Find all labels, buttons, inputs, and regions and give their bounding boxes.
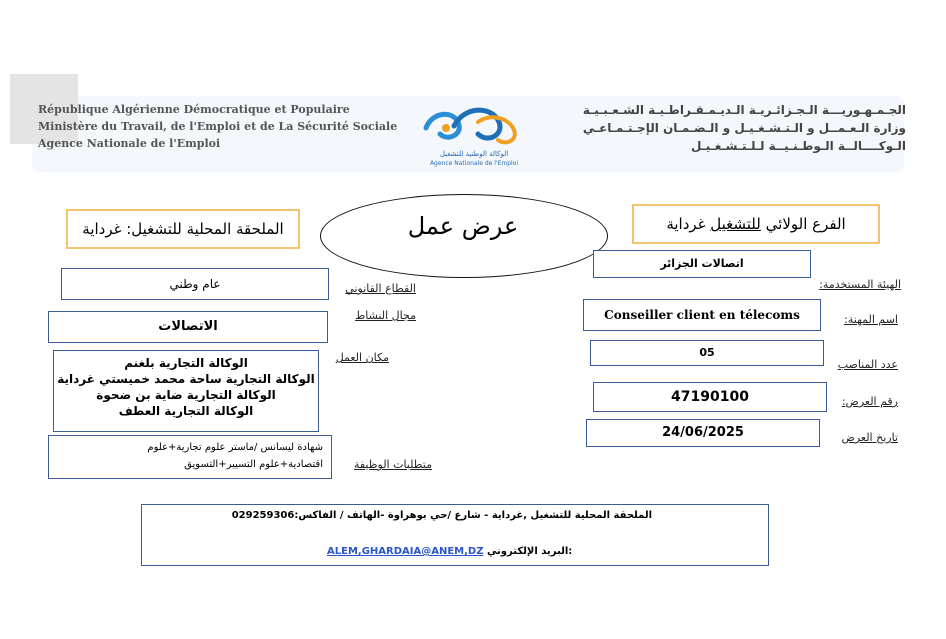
logo-caption-fr: Agence Nationale de l'Emploi xyxy=(429,160,519,167)
footer-phone: 029259306 xyxy=(231,510,295,521)
page-title: عرض عمل xyxy=(407,212,519,240)
local-agency-label: الملحقة المحلية للتشغيل: غرداية xyxy=(82,220,284,238)
offer-number-value-box xyxy=(593,382,827,412)
header-ar-line-2: وزارة الـعـمــل و الـتـشـغـيـل و الـضـمـان الإجـتـمـاعـي xyxy=(582,121,906,135)
wilaya-branch-city: غرداية xyxy=(666,215,706,233)
employer-label: الهيئة المستخدمة: xyxy=(819,278,901,291)
footer-email-link[interactable]: ALEM,GHARDAIA@ANEM,DZ xyxy=(327,546,484,557)
header-ar-line-3: الـوكــــالــة الـوطـنـيــة لـلـتـشـغـيـل xyxy=(690,139,906,153)
legal-sector-value: عام وطني xyxy=(169,277,221,291)
header-ar-line-1: الجـمـهـوريـــة الـجـزائـريـة الـديـمـقـراطـيـة الشـعـبـيـة xyxy=(582,103,906,117)
workplace-label: مكان العمل xyxy=(335,351,389,364)
footer-address-text: الملحقة المحلية للتشغيل ,غرداية - شارع /حي بوهراوة -الهاتف / الفاكس: xyxy=(294,510,652,521)
offer-date-label: تاريخ العرض xyxy=(841,431,898,444)
job-name-value: Conseiller client en télecoms xyxy=(604,308,800,322)
positions-label: عدد المناصب xyxy=(837,358,898,371)
footer-email-label: البريد الإلكتروني: xyxy=(486,546,573,557)
employer-value: اتصالات الجزائر xyxy=(660,257,744,270)
footer-email-row xyxy=(327,546,572,557)
positions-value-box xyxy=(590,340,824,366)
offer-date-value-box xyxy=(586,419,820,447)
offer-number-label: رقم العرض: xyxy=(841,395,898,408)
wilaya-branch-prefix: الفرع الولائي xyxy=(765,215,846,233)
requirements-line-2: اقتصادية+علوم التسيير+التسويق xyxy=(184,459,323,470)
header-fr-line-1: République Algérienne Démocratique et Populaire xyxy=(38,103,350,116)
header-fr-line-2: Ministère du Travail, de l'Emploi et de La Sécurité Sociale xyxy=(38,120,398,133)
requirements-label: متطلبات الوظيفة xyxy=(353,458,432,471)
job-name-value-box xyxy=(583,299,821,331)
legal-sector-value-box xyxy=(61,268,329,300)
wilaya-branch-mid: للتشغيل xyxy=(710,215,761,233)
local-agency-box xyxy=(66,209,300,249)
workplace-line-3: الوكالة التجارية ضاية بن ضحوة xyxy=(96,388,276,402)
positions-value: 05 xyxy=(699,346,715,359)
activity-value-box xyxy=(48,311,328,343)
requirements-line-1: شهادة ليسانس /ماستر علوم تجارية+علوم xyxy=(147,442,323,453)
legal-sector-label: القطاع القانوني xyxy=(345,282,416,295)
header-fr-line-3: Agence Nationale de l'Emploi xyxy=(38,137,221,150)
logo-caption-ar: الوكالة الوطنية للتشغيل xyxy=(439,150,509,158)
offer-number-value: 47190100 xyxy=(671,389,749,405)
offer-date-value: 24/06/2025 xyxy=(662,425,744,440)
job-name-label: اسم المهنة: xyxy=(844,313,898,326)
activity-label: مجال النشاط xyxy=(355,309,416,322)
workplace-line-4: الوكالة التجارية العطف xyxy=(118,404,254,418)
footer-address xyxy=(232,510,652,521)
workplace-value-box xyxy=(53,350,319,432)
employer-value-box xyxy=(593,250,811,278)
wilaya-branch-box xyxy=(632,204,880,244)
activity-value: الاتصالات xyxy=(158,319,218,334)
requirements-value-box xyxy=(48,435,332,479)
workplace-line-1: الوكالة التجارية بلغنم xyxy=(124,356,248,370)
workplace-line-2: الوكالة التجارية ساحة محمد خميستي غرداية xyxy=(57,372,315,386)
